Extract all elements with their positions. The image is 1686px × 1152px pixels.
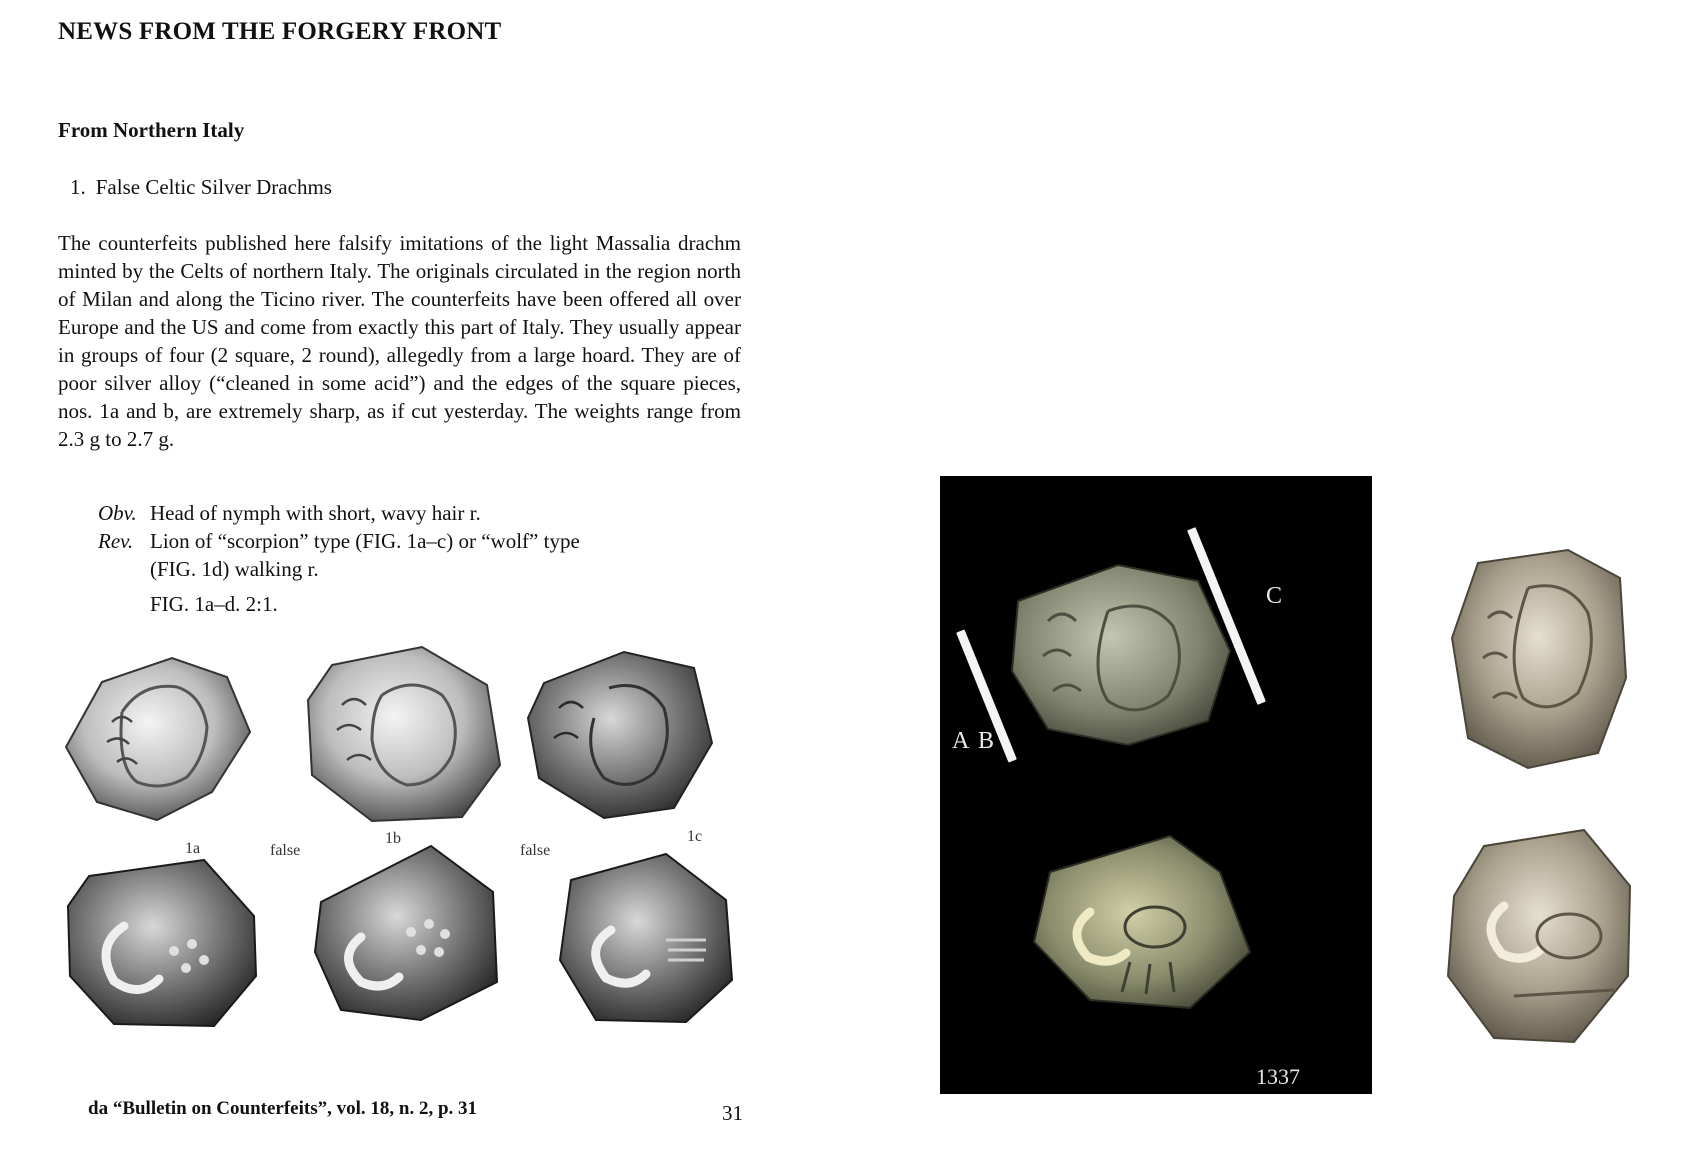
figure-caption: FIG. 1a–d. 2:1.	[150, 592, 278, 616]
reverse-label: Rev.	[98, 529, 134, 553]
panel-number: 1337	[1256, 1064, 1300, 1089]
page-number: 31	[722, 1101, 743, 1125]
right-coin-reverse-image	[1444, 826, 1634, 1048]
figure-label-1b: 1b	[385, 830, 401, 847]
obverse-text: Head of nymph with short, wavy hair r.	[150, 501, 481, 525]
figure-label-false-2: false	[520, 842, 551, 859]
right-coin-obverse-image	[1448, 548, 1628, 770]
section-heading: From Northern Italy	[58, 118, 245, 142]
coin-1b-reverse-image	[311, 842, 501, 1022]
figure-label-1a: 1a	[185, 840, 201, 857]
item-heading	[70, 175, 332, 200]
obverse-description	[98, 499, 481, 527]
footer-citation: da “Bulletin on Counterfeits”, vol. 18, n. 2, p. 31	[88, 1098, 478, 1119]
page-heading: NEWS FROM THE FORGERY FRONT	[58, 18, 502, 45]
figure-label-1c: 1c	[687, 828, 703, 845]
coin-1c-reverse-image	[556, 850, 736, 1026]
coin-photo-panel	[940, 476, 1372, 1094]
label-c: C	[1266, 583, 1283, 609]
coin-1c-obverse-image	[524, 648, 714, 820]
body-paragraph: The counterfeits published here falsify imitations of the light Massalia drachm minted by the Celts of northern Italy. The originals circulated in the region north of Milan and along the Ticino river. The counterfeits have been offered all over Europe and the US and come from exactly this part of Italy. They usually appear in groups of four (2 square, 2 round), allegedly from a large hoard. They are of poor silver alloy (“cleaned in some acid”) and the edges of the square pieces, nos. 1a and b, are extremely sharp, as if cut yesterday. The weights range from 2.3 g to 2.7 g.	[58, 231, 741, 451]
item-title: False Celtic Silver Drachms	[95, 175, 332, 199]
photo-coin-obverse-image	[1008, 561, 1234, 747]
figure-label-false-1: false	[270, 842, 301, 859]
coin-1b-obverse-image	[302, 645, 502, 825]
photo-coin-reverse-image	[1030, 832, 1252, 1012]
reverse-description	[98, 527, 580, 555]
coin-1a-obverse-image	[62, 652, 252, 822]
reverse-text-line-2: (FIG. 1d) walking r.	[150, 557, 319, 581]
item-number: 1.	[70, 175, 86, 199]
coin-1a-reverse-image	[64, 856, 260, 1030]
obverse-label: Obv.	[98, 501, 137, 525]
reverse-text-line-1: Lion of “scorpion” type (FIG. 1a–c) or “wolf” type	[150, 529, 580, 553]
label-ab: A B	[952, 728, 997, 754]
